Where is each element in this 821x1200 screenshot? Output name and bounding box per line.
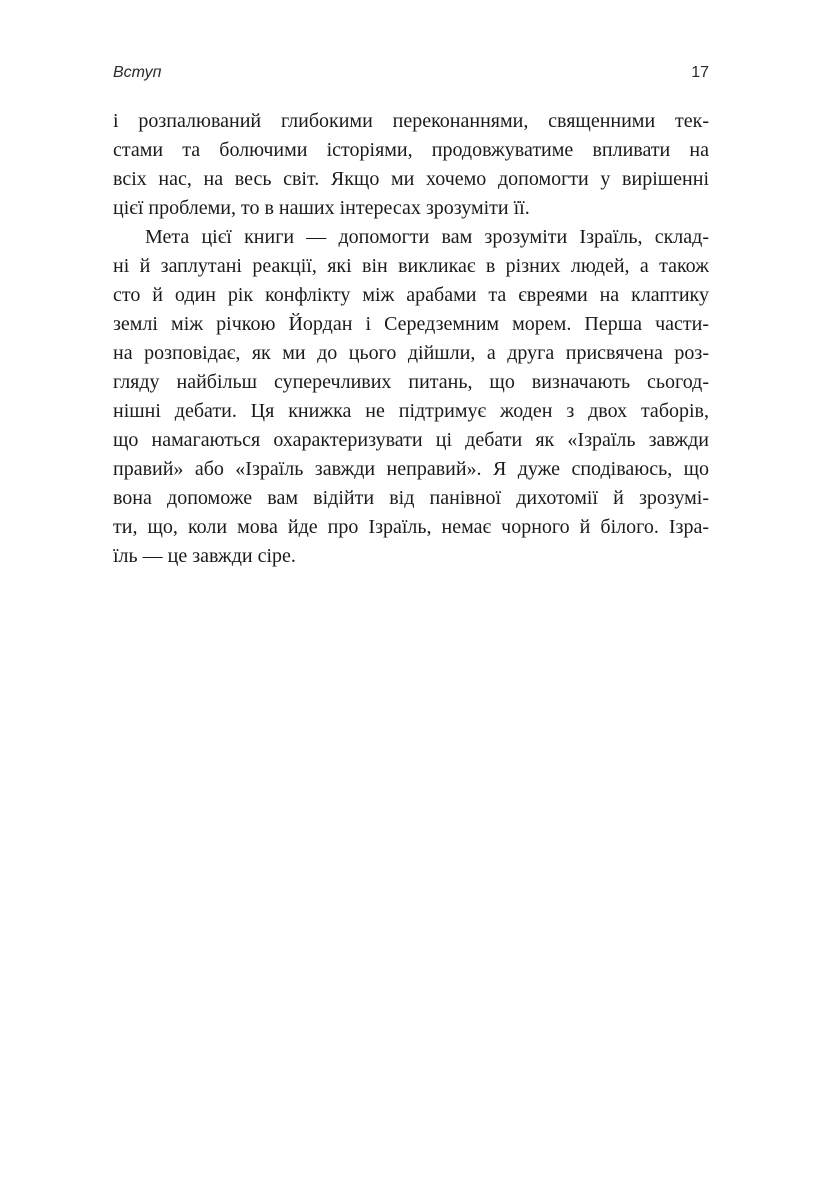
running-head xyxy=(113,64,709,86)
text-line: сто й один рік конфлікту між арабами та євреями на клаптику xyxy=(113,284,709,306)
text-line: цієї проблеми, то в наших інтересах зрозуміти її. xyxy=(113,197,530,219)
text-line: їль — це завжди сіре. xyxy=(113,545,296,567)
text-line: гляду найбільш суперечливих питань, що визначають сьогод- xyxy=(113,371,709,393)
body-text xyxy=(113,107,709,571)
text-line: і розпалюваний глибокими переконаннями, священними тек- xyxy=(113,110,709,132)
text-line: правий» або «Ізраїль завжди неправий». Я дуже сподіваюсь, що xyxy=(113,458,709,480)
text-line: стами та болючими історіями, продовжуватиме впливати на xyxy=(113,139,709,161)
section-title: Вступ xyxy=(113,64,162,81)
text-line: всіх нас, на весь світ. Якщо ми хочемо допомогти у вирішенні xyxy=(113,168,709,190)
text-line: ти, що, коли мова йде про Ізраїль, немає чорного й білого. Ізра- xyxy=(113,516,709,538)
text-line: ні й заплутані реакції, які він викликає в різних людей, а також xyxy=(113,255,709,277)
paragraph-2 xyxy=(113,223,709,571)
page-number: 17 xyxy=(691,64,709,81)
text-line: на розповідає, як ми до цього дійшли, а друга присвячена роз- xyxy=(113,342,709,364)
text-line: що намагаються охарактеризувати ці дебати як «Ізраїль завжди xyxy=(113,429,709,451)
text-line: нішні дебати. Ця книжка не підтримує жоден з двох таборів, xyxy=(113,400,709,422)
text-line: Мета цієї книги — допомогти вам зрозуміти Ізраїль, склад- xyxy=(145,226,709,248)
text-line: землі між річкою Йордан і Середземним морем. Перша части- xyxy=(113,313,709,335)
paragraph-1 xyxy=(113,107,709,223)
text-line: вона допоможе вам відійти від панівної дихотомії й зрозумі- xyxy=(113,487,709,509)
